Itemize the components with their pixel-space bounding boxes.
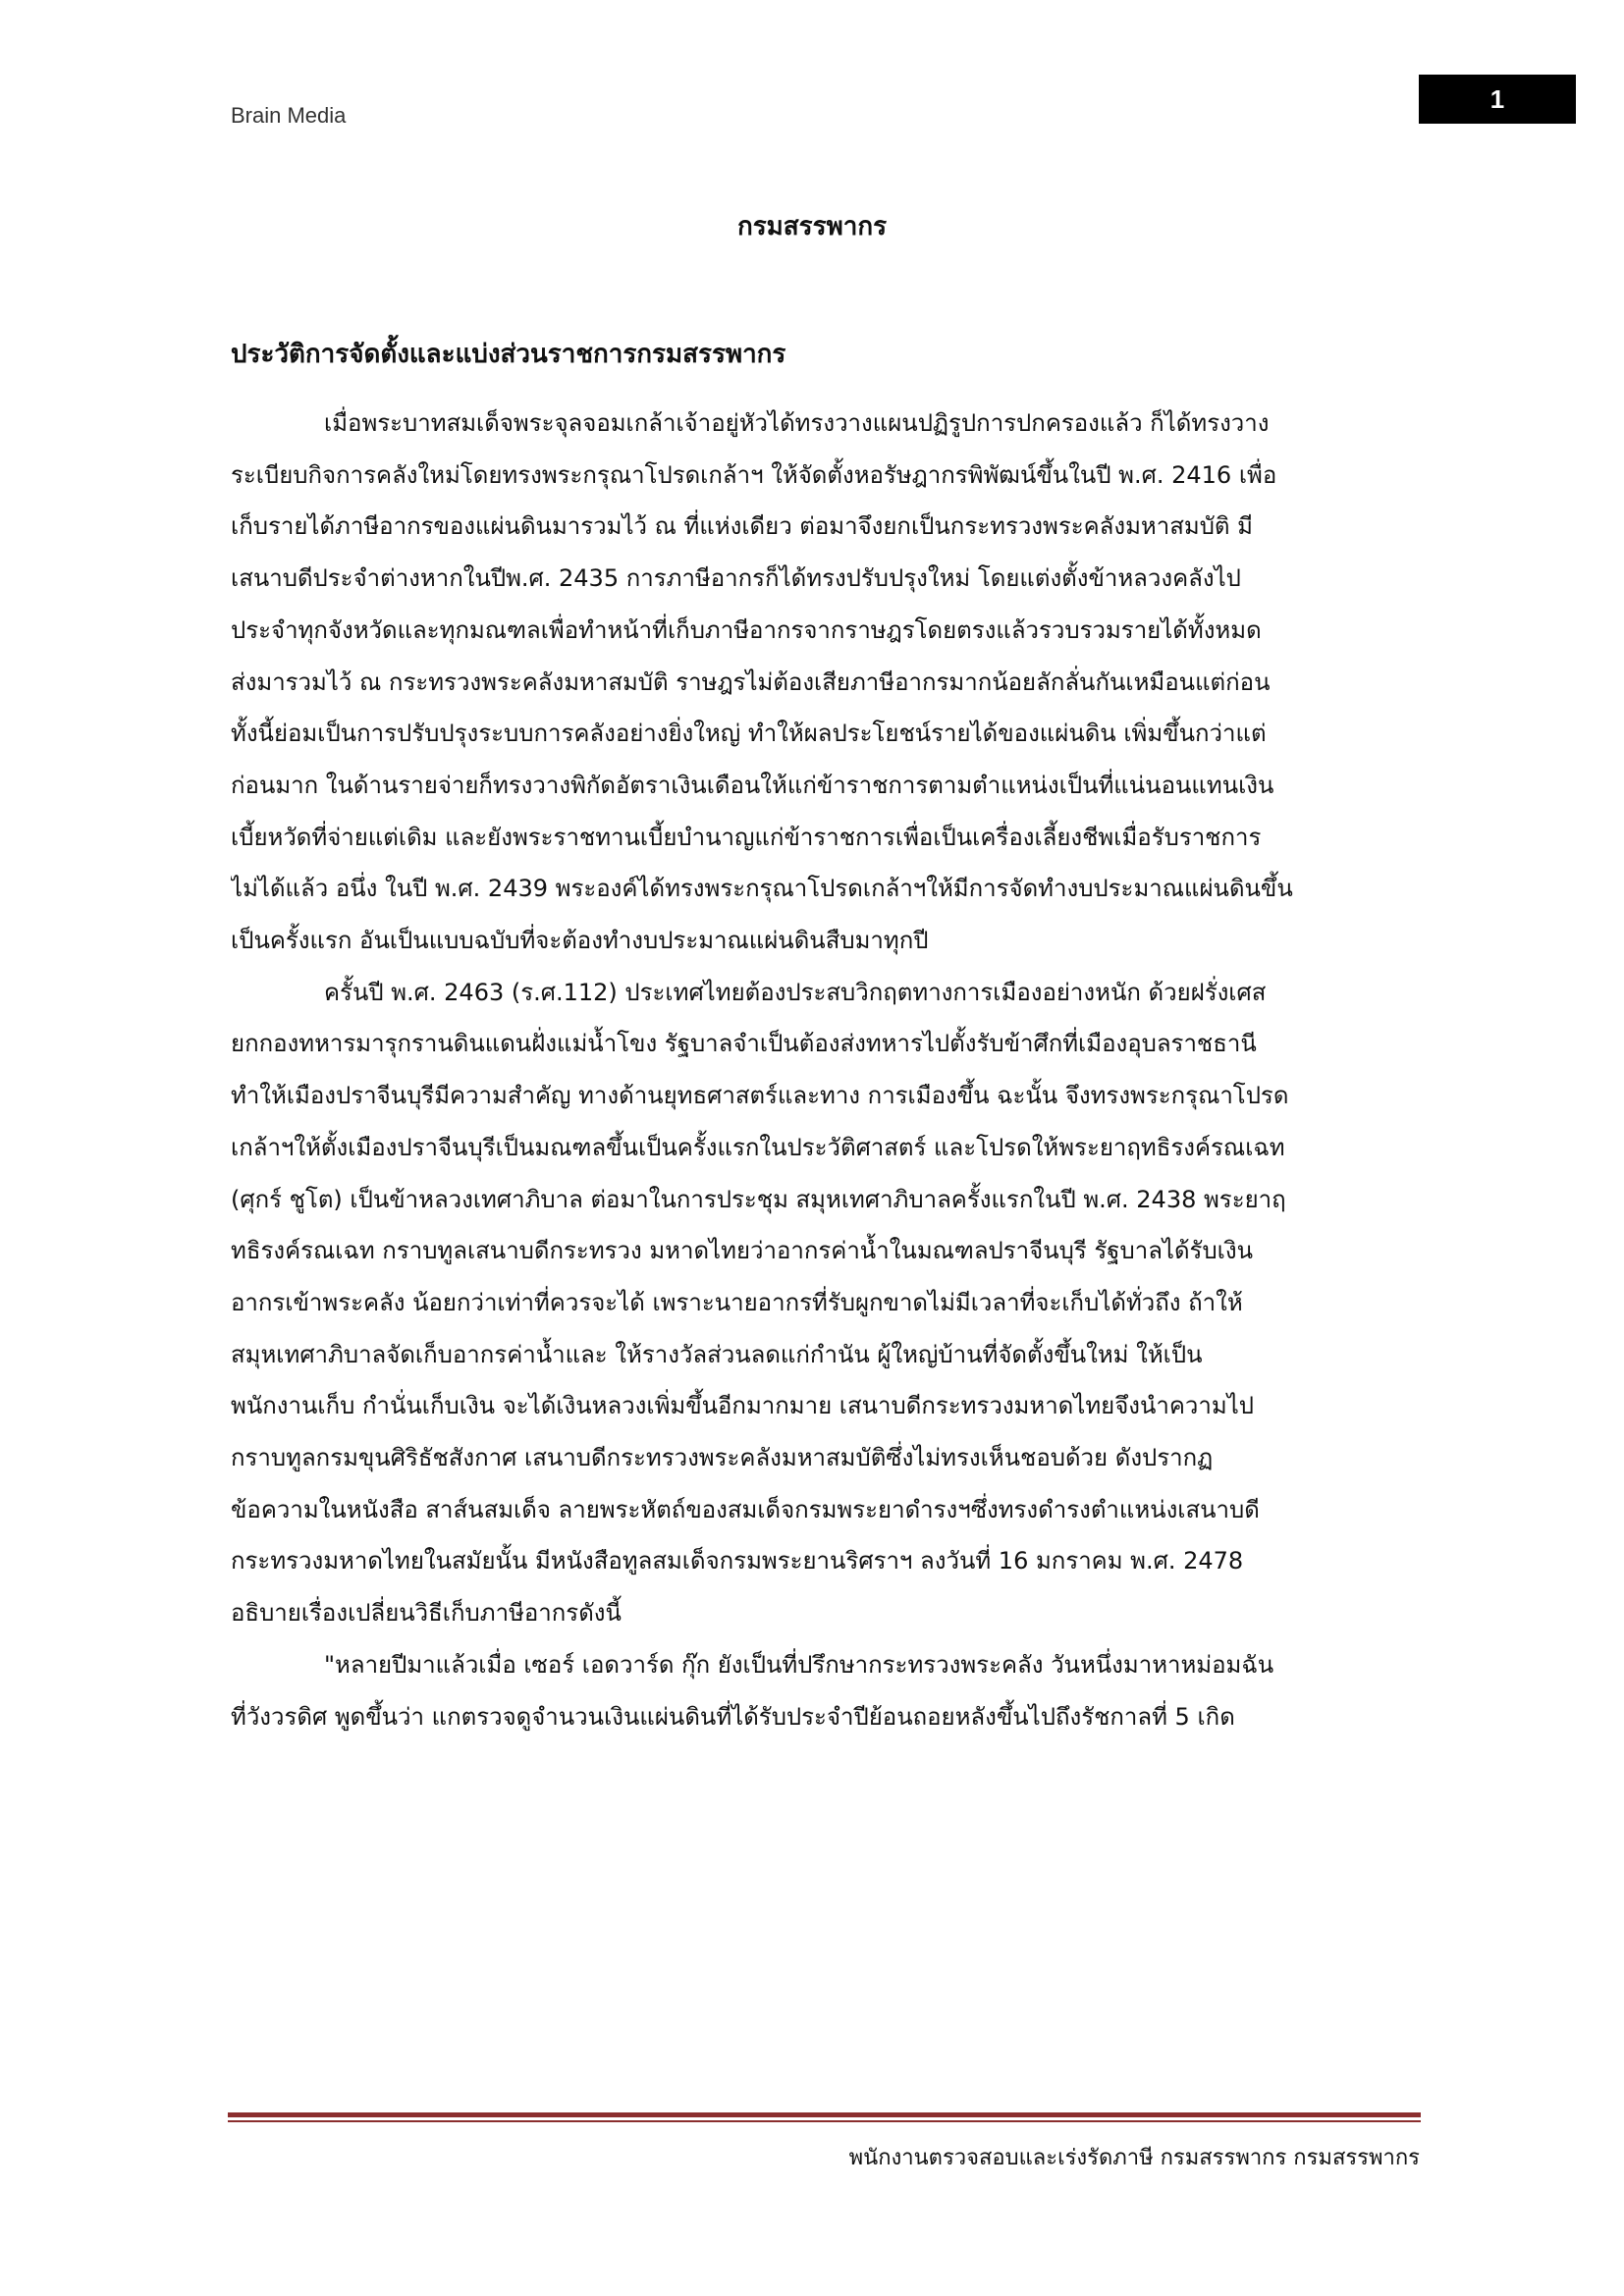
text-line: สมุหเทศาภิบาลจัดเก็บอากรค่าน้ำและ ให้รางวัลส่วนลดแก่กำนัน ผู้ใหญ่บ้านที่จัดตั้งขึ้นใหม่ ให้เป็น xyxy=(231,1340,1203,1368)
brand-label: Brain Media xyxy=(231,103,347,128)
footer-rule xyxy=(228,2112,1421,2117)
footer-text: พนักงานตรวจสอบและเร่งรัดภาษี กรมสรรพากร กรมสรรพากร xyxy=(848,2146,1420,2170)
text-line: เบี้ยหวัดที่จ่ายแต่เดิม และยังพระราชทานเบี้ยบำนาญแก่ข้าราชการเพื่อเป็นเครื่องเลี้ยงชีพเมื่อรับราชการ xyxy=(231,823,1262,851)
text-line: ทำให้เมืองปราจีนบุรีมีความสำคัญ ทางด้านยุทธศาสตร์และทาง การเมืองขึ้น ฉะนั้น จึงทรงพระกรุณาโปรด xyxy=(231,1082,1289,1110)
footer-rule-thin xyxy=(228,2120,1421,2122)
text-line: ระเบียบกิจการคลังใหม่โดยทรงพระกรุณาโปรดเกล้าฯ ให้จัดตั้งหอรัษฎากรพิพัฒน์ขึ้นในปี พ.ศ. 2416 เพื่อ xyxy=(231,460,1277,489)
text-line: ก่อนมาก ในด้านรายจ่ายก็ทรงวางพิกัดอัตราเงินเดือนให้แก่ข้าราชการตามตำแหน่งเป็นที่แน่นอนแทนเงิน xyxy=(231,771,1274,799)
section-heading: ประวัติการจัดตั้งและแบ่งส่วนราชการกรมสรรพากร xyxy=(231,340,786,369)
text-line: ไม่ได้แล้ว อนึ่ง ในปี พ.ศ. 2439 พระองค์ได้ทรงพระกรุณาโปรดเกล้าฯให้มีการจัดทำงบประมาณแผ่นดินขึ้น xyxy=(231,875,1293,903)
text-line: ครั้นปี พ.ศ. 2463 (ร.ศ.112) ประเทศไทยต้องประสบวิกฤตทางการเมืองอย่างหนัก ด้วยฝรั่งเศส xyxy=(324,978,1267,1006)
body-text xyxy=(231,398,1419,1742)
text-line: ส่งมารวมไว้ ณ กระทรวงพระคลังมหาสมบัติ ราษฎรไม่ต้องเสียภาษีอากรมากน้อยลักลั่นกันเหมือนแต่ก่อน xyxy=(231,667,1271,696)
text-line: ทธิรงค์รณเฉท กราบทูลเสนาบดีกระทรวง มหาดไทยว่าอากรค่าน้ำในมณฑลปราจีนบุรี รัฐบาลได้รับเงิน xyxy=(231,1237,1254,1265)
text-line: ยกกองทหารมารุกรานดินแดนฝั่งแม่น้ำโขง รัฐบาลจำเป็นต้องส่งทหารไปตั้งรับข้าศึกที่เมืองอุบลราชธานี xyxy=(231,1030,1257,1058)
text-line: เสนาบดีประจำต่างหากในปีพ.ศ. 2435 การภาษีอากรก็ได้ทรงปรับปรุงใหม่ โดยแต่งตั้งข้าหลวงคลังไป xyxy=(231,564,1241,593)
text-line: กระทรวงมหาดไทยในสมัยนั้น มีหนังสือทูลสมเด็จกรมพระยานริศราฯ ลงวันที่ 16 มกราคม พ.ศ. 2478 xyxy=(231,1547,1244,1575)
text-line: ทั้งนี้ย่อมเป็นการปรับปรุงระบบการคลังอย่างยิ่งใหญ่ ทำให้ผลประโยชน์รายได้ของแผ่นดิน เพิ่มขึ้นกว่าแต่ xyxy=(231,720,1267,748)
text-line: เกล้าฯให้ตั้งเมืองปราจีนบุรีเป็นมณฑลขึ้นเป็นครั้งแรกในประวัติศาสตร์ และโปรดให้พระยาฤทธิรงค์รณเฉท xyxy=(231,1133,1285,1161)
text-line: ประจำทุกจังหวัดและทุกมณฑลเพื่อทำหน้าที่เก็บภาษีอากรจากราษฎรโดยตรงแล้วรวบรวมรายได้ทั้งหมด xyxy=(231,615,1262,644)
text-line: (ศุกร์ ชูโต) เป็นข้าหลวงเทศาภิบาล ต่อมาในการประชุม สมุหเทศาภิบาลครั้งแรกในปี พ.ศ. 2438 พระยาฤ xyxy=(231,1185,1286,1213)
text-line: เป็นครั้งแรก อันเป็นแบบฉบับที่จะต้องทำงบประมาณแผ่นดินสืบมาทุกปี xyxy=(231,927,929,955)
document-title: กรมสรรพากร xyxy=(736,212,888,241)
text-line: กราบทูลกรมขุนศิริธัชสังกาศ เสนาบดีกระทรวงพระคลังมหาสมบัติซึ่งไม่ทรงเห็นชอบด้วย ดังปรากฏ xyxy=(231,1444,1214,1472)
page-number: 1 xyxy=(1419,75,1576,124)
text-line: ข้อความในหนังสือ สาส์นสมเด็จ ลายพระหัตถ์ของสมเด็จกรมพระยาดำรงฯซึ่งทรงดำรงตำแหน่งเสนาบดี xyxy=(231,1495,1260,1523)
text-line: เมื่อพระบาทสมเด็จพระจุลจอมเกล้าเจ้าอยู่หัวได้ทรงวางแผนปฏิรูปการปกครองแล้ว ก็ได้ทรงวาง xyxy=(324,409,1270,437)
text-line: "หลายปีมาแล้วเมื่อ เซอร์ เอดวาร์ด กุ๊ก ยังเป็นที่ปรึกษากระทรวงพระคลัง วันหนึ่งมาหาหม่อมฉัน xyxy=(324,1650,1274,1679)
text-line: ที่วังวรดิศ พูดขึ้นว่า แกตรวจดูจำนวนเงินแผ่นดินที่ได้รับประจำปีย้อนถอยหลังขึ้นไปถึงรัชกาลที่ 5 เกิด xyxy=(231,1702,1235,1731)
text-line: อากรเข้าพระคลัง น้อยกว่าเท่าที่ควรจะได้ เพราะนายอากรที่รับผูกขาดไม่มีเวลาที่จะเก็บได้ทั่วถึง ถ้าให้ xyxy=(231,1288,1243,1316)
text-line: อธิบายเรื่องเปลี่ยนวิธีเก็บภาษีอากรดังนี้ xyxy=(231,1599,622,1628)
text-line: เก็บรายได้ภาษีอากรของแผ่นดินมารวมไว้ ณ ที่แห่งเดียว ต่อมาจึงยกเป็นกระทรวงพระคลังมหาสมบัติ มี xyxy=(231,512,1253,541)
text-line: พนักงานเก็บ กำนั่นเก็บเงิน จะได้เงินหลวงเพิ่มขึ้นอีกมากมาย เสนาบดีกระทรวงมหาดไทยจึงนำความไป xyxy=(231,1392,1255,1420)
